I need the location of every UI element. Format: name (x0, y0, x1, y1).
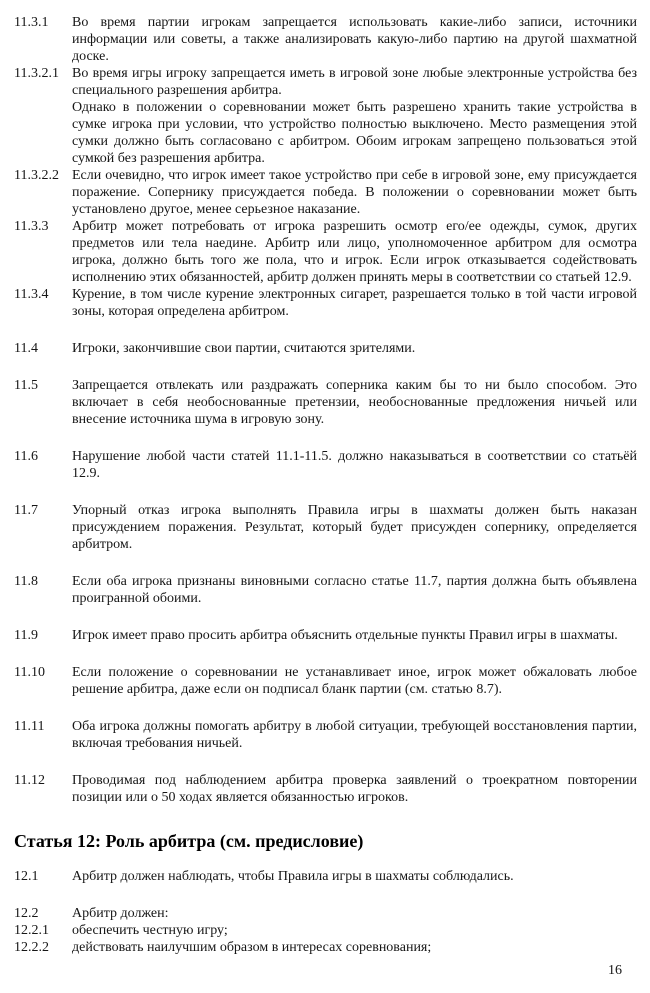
rule-number: 11.8 (14, 574, 38, 589)
rule-number: 11.10 (14, 665, 45, 680)
rule-number: 11.9 (14, 628, 38, 643)
rule-number: 11.4 (14, 341, 38, 356)
rule-item (14, 718, 637, 752)
rule-text (72, 772, 637, 806)
rule-text (72, 573, 637, 607)
rule-item (14, 448, 637, 482)
rule-number: 11.3.4 (14, 287, 49, 302)
rule-paragraph: Если оба игрока признаны виновными согласно статье 11.7, партия должна быть объявлена проигранной обоими. (72, 574, 637, 606)
rule-item (14, 286, 637, 320)
page-number: 16 (608, 963, 622, 978)
rule-item (14, 868, 637, 885)
rule-text (72, 340, 637, 357)
rule-number: 11.7 (14, 503, 38, 518)
rule-item (14, 167, 637, 218)
rule-paragraph: Во время партии игрокам запрещается использовать какие-либо записи, источники информации или советы, а также анализировать какую-либо партию на другой шахматной доске. (72, 15, 637, 64)
rule-number: 11.11 (14, 719, 45, 734)
rule-item (14, 218, 637, 286)
rule-paragraph: Проводимая под наблюдением арбитра проверка заявлений о троекратном повторении позиции или о 50 ходах является обязанностью игроков. (72, 773, 637, 805)
rule-text (72, 718, 637, 752)
rule-number: 12.2.2 (14, 940, 49, 955)
rule-paragraph: Арбитр должен: (72, 906, 169, 921)
rule-text (72, 377, 637, 428)
rule-text (72, 218, 637, 286)
rule-text (72, 868, 637, 885)
rule-text (72, 664, 637, 698)
rule-number: 11.3.1 (14, 15, 49, 30)
rule-item (14, 377, 637, 428)
rule-text (72, 939, 637, 956)
rule-item (14, 905, 637, 922)
rule-item (14, 502, 637, 553)
rule-text (72, 65, 637, 167)
rule-number: 11.12 (14, 773, 45, 788)
rule-text (72, 922, 637, 939)
rule-text (72, 448, 637, 482)
rule-text (72, 14, 637, 65)
rule-number: 11.3.3 (14, 219, 49, 234)
rule-item (14, 65, 637, 167)
rule-number: 11.3.2.2 (14, 168, 59, 183)
rule-item (14, 664, 637, 698)
rule-paragraph: Игрок имеет право просить арбитра объяснить отдельные пункты Правил игры в шахматы. (72, 628, 618, 643)
rule-paragraph: Нарушение любой части статей 11.1-11.5. должно наказываться в соответствии со статьёй 12.9. (72, 449, 637, 481)
rule-item (14, 772, 637, 806)
rule-text (72, 167, 637, 218)
rule-paragraph: Если положение о соревновании не устанавливает иное, игрок может обжаловать любое решение арбитра, даже если он подписал бланк партии (см. статью 8.7). (72, 665, 637, 697)
rule-paragraph: Оба игрока должны помогать арбитру в любой ситуации, требующей восстановления партии, включая требования ничьей. (72, 719, 637, 751)
rule-paragraph: Запрещается отвлекать или раздражать соперника каким бы то ни было способом. Это включает в себя необоснованные претензии, необоснованные предложения ничьей или внесение источника шума в игровую зону. (72, 378, 637, 427)
article-heading: Статья 12: Роль арбитра (см. предисловие) (14, 831, 364, 851)
rule-paragraph: Курение, в том числе курение электронных сигарет, разрешается только в той части игровой зоны, которая определена арбитром. (72, 287, 637, 319)
rule-item (14, 922, 637, 939)
rule-text (72, 502, 637, 553)
rule-paragraph: Игроки, закончившие свои партии, считаются зрителями. (72, 341, 416, 356)
rule-text (72, 905, 637, 922)
rule-item (14, 627, 637, 644)
rule-paragraph: Упорный отказ игрока выполнять Правила игры в шахматы должен быть наказан присуждением поражения. Результат, который будет присужден сопернику, определяется арбитром. (72, 503, 637, 552)
rule-paragraph: Арбитр должен наблюдать, чтобы Правила игры в шахматы соблюдались. (72, 869, 514, 884)
rule-paragraph: Если очевидно, что игрок имеет такое устройство при себе в игровой зоне, ему присуждается поражение. Сопернику присуждается победа. В положении о соревновании может быть установлено другое, менее серьезное наказание. (72, 168, 637, 217)
rule-number: 11.6 (14, 449, 38, 464)
rule-paragraph: Однако в положении о соревновании может быть разрешено хранить такие устройства в сумке игрока при условии, что устройство полностью выключено. Место размещения этой сумки должно быть согласовано с арбитром. Обоим игрокам запрещено пользоваться этой сумкой без разрешения арбитра. (72, 100, 637, 166)
rule-text (72, 286, 637, 320)
document-content (14, 14, 637, 956)
rule-number: 11.3.2.1 (14, 66, 59, 81)
rule-item (14, 340, 637, 357)
rule-paragraph: обеспечить честную игру; (72, 923, 228, 938)
rule-number: 12.2 (14, 906, 39, 921)
rule-paragraph: Арбитр может потребовать от игрока разрешить осмотр его/ее одежды, сумок, других предметов или тела наедине. Арбитр или лицо, уполномоченное арбитром для осмотра игрока, должно быть того же пола, что и игрок. Если игрок отказывается содействовать исполнению этих обязанностей, арбитр должен принять меры в соответствии со статьей 12.9. (72, 219, 637, 285)
rule-number: 12.2.1 (14, 923, 49, 938)
rule-item (14, 573, 637, 607)
rule-number: 12.1 (14, 869, 39, 884)
rule-number: 11.5 (14, 378, 38, 393)
rule-item (14, 939, 637, 956)
rule-paragraph: Во время игры игроку запрещается иметь в игровой зоне любые электронные устройства без специального разрешения арбитра. (72, 66, 637, 98)
rule-item (14, 14, 637, 65)
rule-text (72, 627, 637, 644)
rule-paragraph: действовать наилучшим образом в интересах соревнования; (72, 940, 432, 955)
